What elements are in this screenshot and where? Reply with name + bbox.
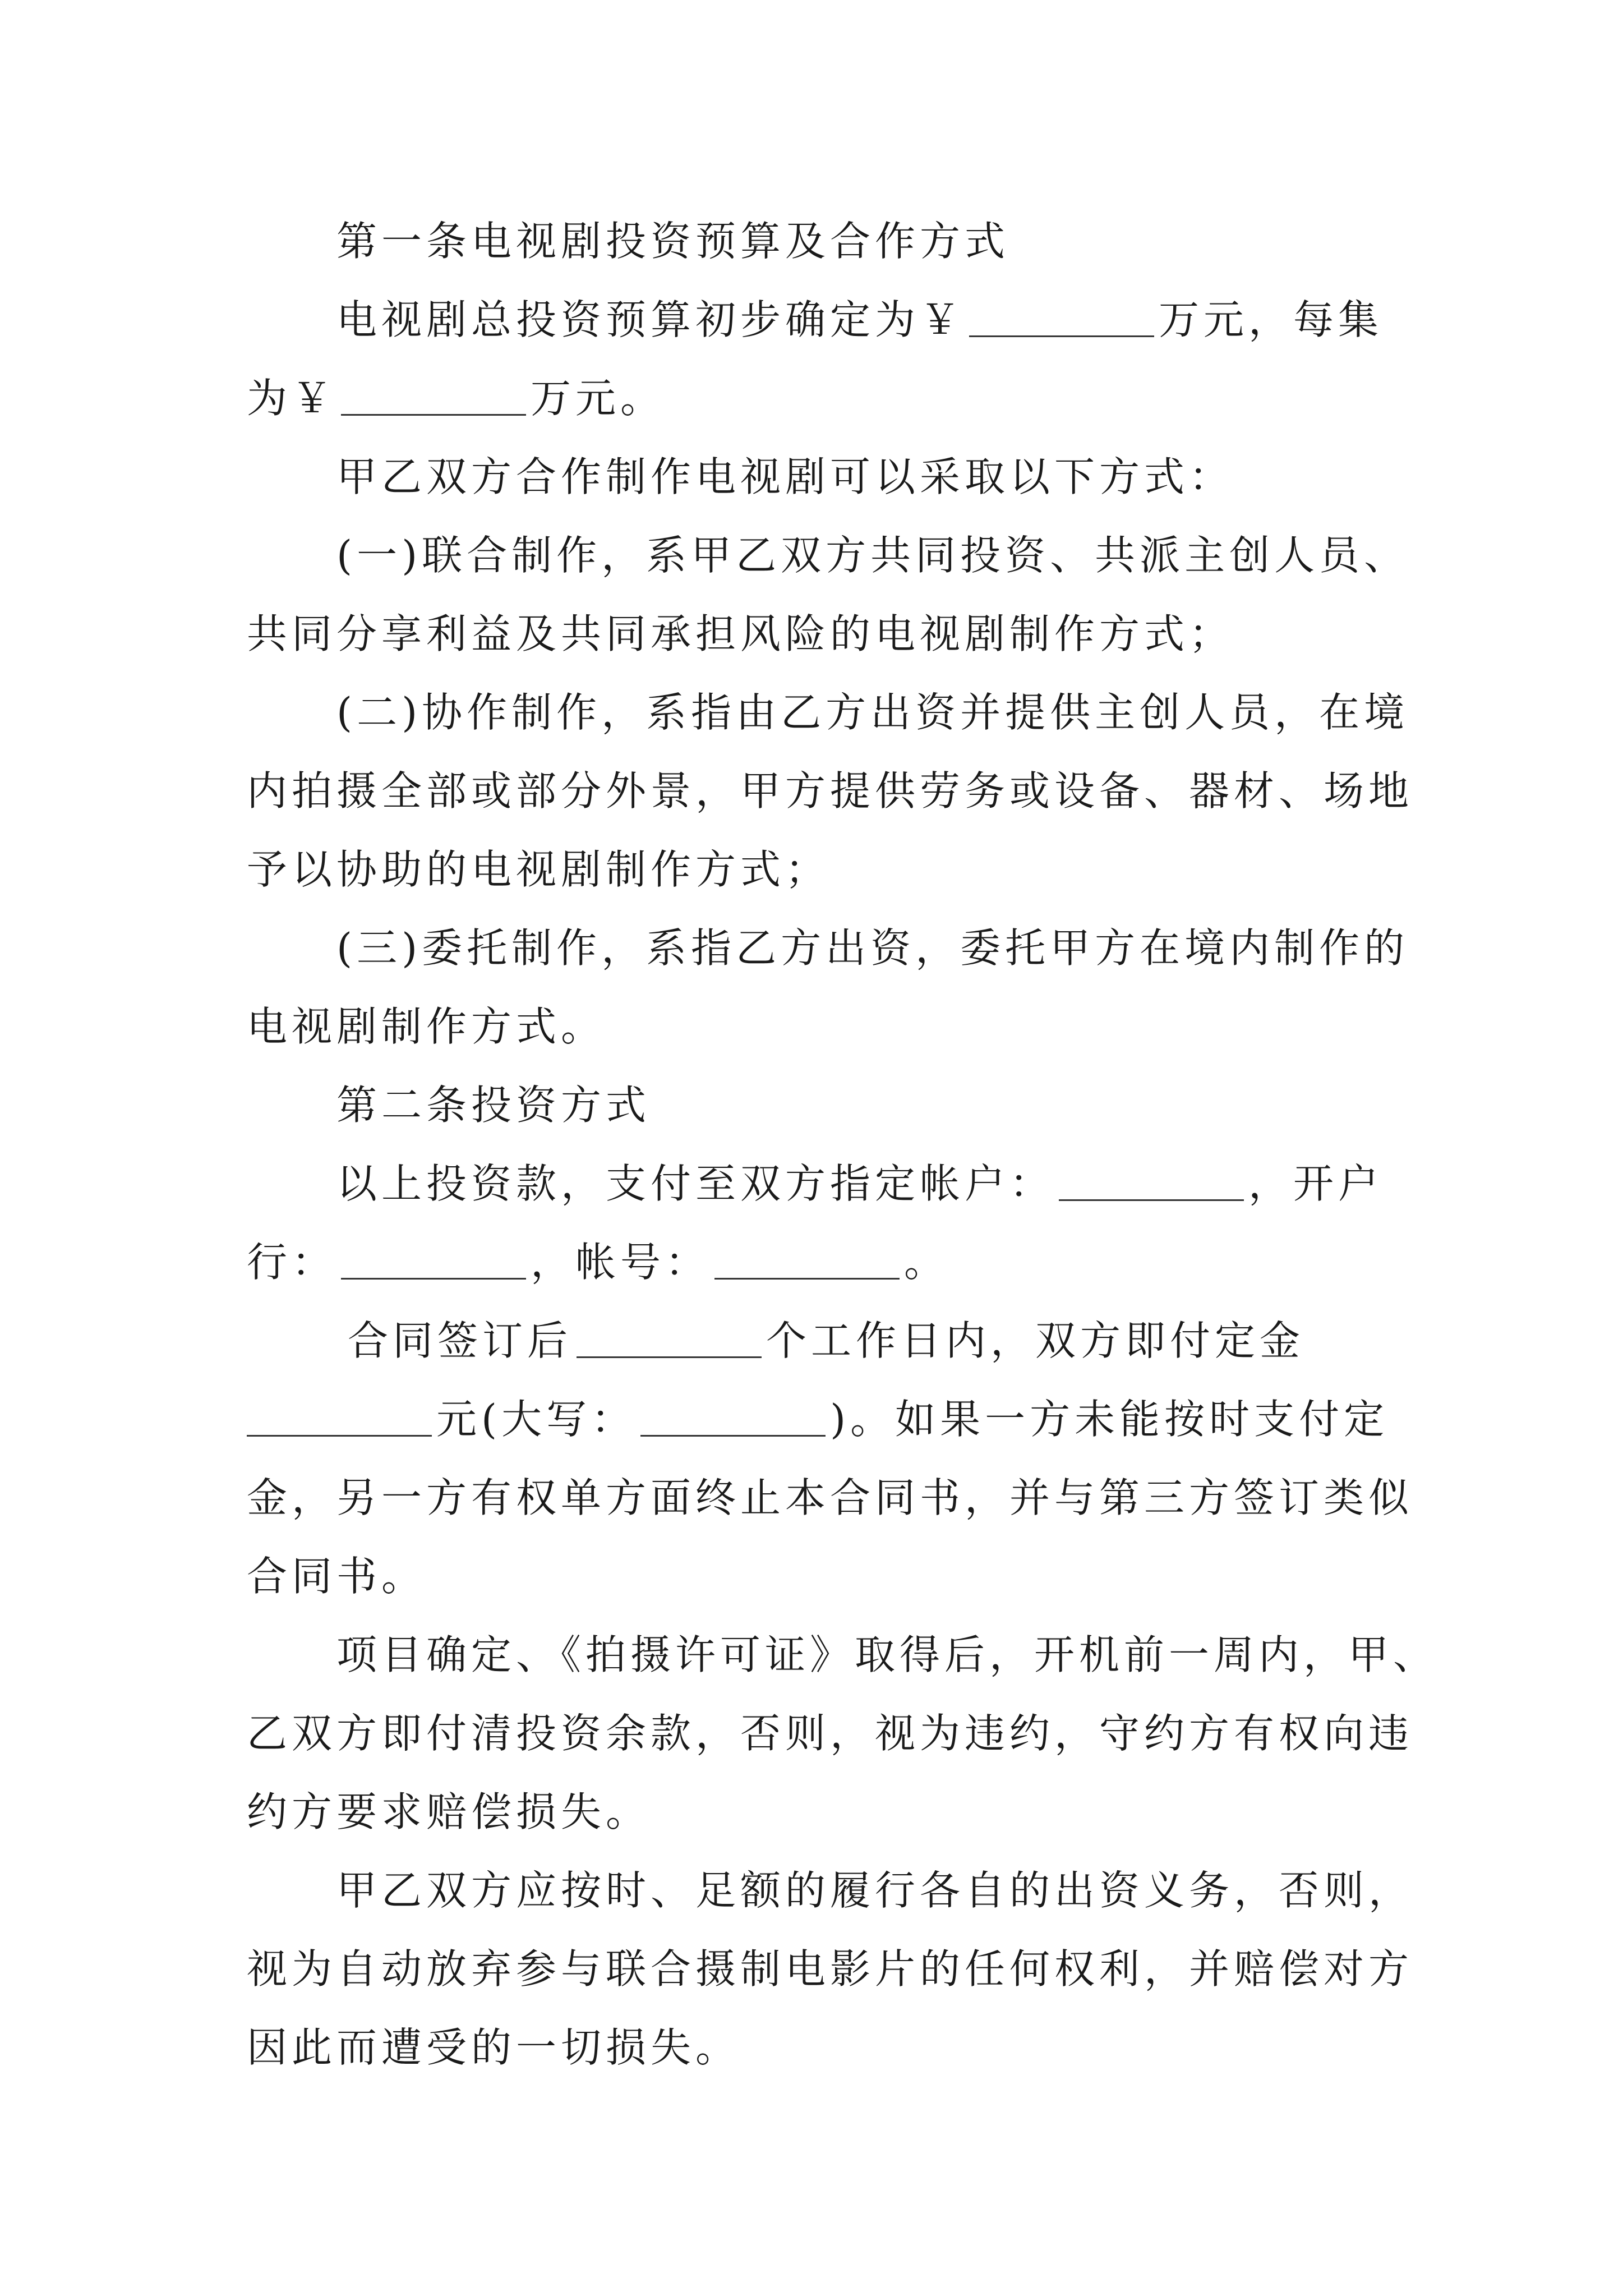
method-3-line-1: (三)委托制作，系指乙方出资，委托甲方在境内制作的 bbox=[336, 924, 1409, 972]
account-text-c: 行： bbox=[247, 1239, 337, 1286]
deposit-text-a: 合同签订后 bbox=[348, 1317, 573, 1364]
account-line-2 bbox=[247, 1234, 949, 1290]
method-3-line-2: 电视剧制作方式。 bbox=[247, 1003, 606, 1050]
balance-line-2: 乙双方即付清投资余款，否则，视为违约，守约方有权向违 bbox=[247, 1710, 1414, 1757]
budget-line-2 bbox=[247, 370, 665, 426]
balance-line-1: 项目确定、《拍摄许可证》取得后，开机前一周内，甲、 bbox=[336, 1631, 1438, 1678]
budget-line-1 bbox=[336, 292, 1383, 348]
deposit-line-1 bbox=[348, 1313, 1304, 1369]
method-2-line-3: 予以协助的电视剧制作方式； bbox=[247, 846, 831, 893]
deposit-text-d: )。如果一方未能按时支付定 bbox=[830, 1396, 1389, 1443]
total-budget-blank bbox=[969, 302, 1154, 337]
obligation-line-3: 因此而遭受的一切损失。 bbox=[247, 2024, 741, 2071]
per-episode-blank bbox=[341, 380, 526, 416]
account-blank bbox=[1059, 1166, 1244, 1201]
article-2-title: 第二条投资方式 bbox=[336, 1082, 651, 1129]
method-1-line-2: 共同分享利益及共同承担风险的电视剧制作方式； bbox=[247, 610, 1234, 657]
budget-text-d: 万元。 bbox=[531, 375, 666, 422]
account-line-1 bbox=[336, 1156, 1383, 1212]
obligation-line-2: 视为自动放弃参与联合摄制电影片的任何权利，并赔偿对方 bbox=[247, 1945, 1414, 1993]
deposit-uppercase-blank bbox=[640, 1401, 826, 1437]
account-text-e: 。 bbox=[904, 1239, 949, 1286]
method-1-line-1: (一)联合制作，系甲乙双方共同投资、共派主创人员、 bbox=[336, 532, 1409, 579]
method-2-line-1: (二)协作制作，系指由乙方出资并提供主创人员，在境 bbox=[336, 689, 1409, 736]
article-1-title: 第一条电视剧投资预算及合作方式 bbox=[336, 218, 1010, 265]
cooperation-intro: 甲乙双方合作制作电视剧可以采取以下方式： bbox=[336, 453, 1234, 500]
deposit-amount-blank bbox=[247, 1401, 432, 1437]
deposit-line-2 bbox=[247, 1391, 1389, 1447]
method-2-line-2: 内拍摄全部或部分外景，甲方提供劳务或设备、器材、场地 bbox=[247, 767, 1414, 815]
account-text-b: ，开户 bbox=[1248, 1160, 1384, 1207]
deposit-text-b: 个工作日内，双方即付定金 bbox=[766, 1317, 1305, 1364]
balance-line-3: 约方要求赔偿损失。 bbox=[247, 1788, 651, 1835]
deposit-line-4: 合同书。 bbox=[247, 1553, 427, 1600]
deposit-line-3: 金，另一方有权单方面终止本合同书，并与第三方签订类似 bbox=[247, 1474, 1414, 1521]
budget-text-a: 电视剧总投资预算初步确定为￥ bbox=[336, 296, 965, 343]
obligation-line-1: 甲乙双方应按时、足额的履行各自的出资义务，否则， bbox=[336, 1867, 1414, 1914]
workdays-blank bbox=[577, 1323, 762, 1358]
deposit-text-c: 元(大写： bbox=[436, 1396, 637, 1443]
bank-blank bbox=[341, 1244, 526, 1280]
account-text-a: 以上投资款，支付至双方指定帐户： bbox=[336, 1160, 1055, 1207]
budget-text-c: 为￥ bbox=[247, 375, 337, 422]
account-number-blank bbox=[714, 1244, 900, 1280]
budget-text-b: 万元，每集 bbox=[1159, 296, 1384, 343]
account-text-d: ，帐号： bbox=[531, 1239, 711, 1286]
